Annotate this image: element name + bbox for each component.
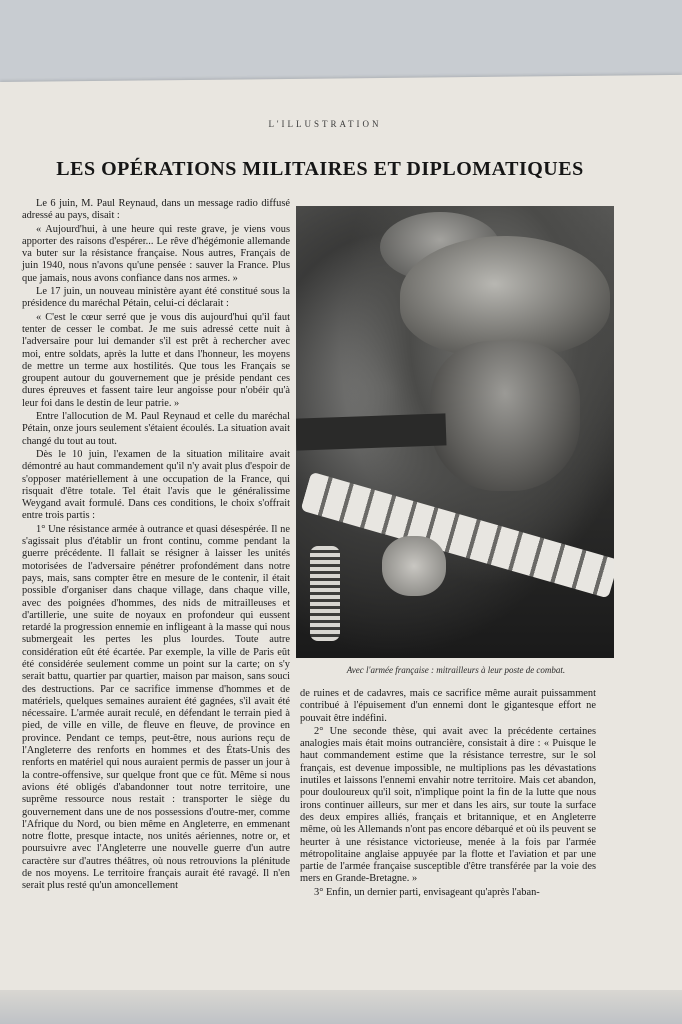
machine-gun bbox=[296, 413, 447, 450]
paragraph: 1° Une résistance armée à outrance et quasi désespérée. Il ne s'agissait plus d'établir un front continu, comme pendant la guerre précédente. Il fallait se résigner à laisser les unités motorisées de l'adversaire pénétrer profondément dans notre pays, mais, sans compter être en mesure de le contenir, il était possible d'organiser dans chaque village, dans chaque ville, avec des poignées d'hommes, des nids de mitrailleuses et d'artillerie, une suite de noyaux en profondeur qui eussent retardé la progression ennemie en infligeant à la masse qui nous submergeait les pertes les plus lourdes. Toute autre considération eût été écartée. Par exemple, la ville de Paris eût été considérée seulement comme un point sur la carte; on s'y serait battu, quartier par quartier, maison par maison, sans souci des destructions. Par ce sacrifice immense d'hommes et de matériels, quelques semaines auraient été gagnées, s'il avait été nécessaire. L'armée aurait reculé, en défendant le terrain pied à pied, de ville en ville, de fleuve en fleuve, de province en province. Pendant ce temps, peut-être, nous aurions reçu de l'Angleterre des renforts en hommes et des États-Unis des renforts en matériel qui nous auraient permis de passer un jour à la contre-offensive, sur quelque front que ce fût. Même si nous avions été obligés d'abandonner tout notre territoire, une suprême ressource nous restait : transporter le siège du gouvernement dans une de nos possessions d'outre-mer, comme l'Afrique du Nord, ou bien même en Angleterre, en emmenant notre flotte, presque intacte, nos unités aériennes, notre or, et poursuivre avec l'Angleterre une nouvelle guerre d'un autre caractère sur d'autres théâtres, où nous retrouvions la plénitude de nos moyens. Le territoire français aurait été ravagé. Il n'en serait plus resté qu'un amoncellement bbox=[22, 523, 290, 892]
paragraph: Dès le 10 juin, l'examen de la situation militaire avait démontré au haut commandement qu'il n'y avait plus d'espoir de s'opposer matériellement à une occupation de la France, qui risquait d'être totale. Tel était l'avis que le généralissime Weygand avait formulé. Dans ces conditions, le choix s'offrait entre trois partis : bbox=[22, 448, 290, 522]
paragraph: de ruines et de cadavres, mais ce sacrifice même aurait puissamment contribué à l'épuisement d'un ennemi dont le gigantesque effort ne pouvait être indéfini. bbox=[300, 688, 596, 724]
left-column bbox=[0, 198, 290, 958]
paragraph: Le 6 juin, M. Paul Reynaud, dans un message radio diffusé adressé au pays, disait : bbox=[22, 198, 290, 222]
helmet bbox=[400, 236, 610, 356]
background-top bbox=[0, 0, 682, 82]
article-title: LES OPÉRATIONS MILITAIRES ET DIPLOMATIQUES bbox=[56, 158, 584, 180]
paragraph: 2° Une seconde thèse, qui avait avec la précédente certaines analogies mais était moins outrancière, consistait à dire : « Puisque le haut commandement estime que la résistance terrestre, sur le sol français, est devenue impossible, ne multiplions pas les dévastations inutiles et laissons l'ennemi envahir notre territoire. Mais cet abandon, pour douloureux qu'il soit, n'implique point la fin de la lutte que nous irons continuer ailleurs, sur mer et dans les airs, sur toute la surface des deux empires alliés, français et britannique, et en Angleterre même, où les Allemands n'ont pas encore débarqué et où ils peuvent se heurter à une résistance victorieuse, menée à la fois par l'armée métropolitaine anglaise appuyée par la flotte et l'aviation et par une partie de l'armée française susceptible d'être transférée par la voie des mers en Grande-Bretagne. » bbox=[300, 725, 596, 885]
paragraph: Entre l'allocution de M. Paul Reynaud et celle du maréchal Pétain, onze jours seulement s'étaient écoulés. La situation avait changé du tout au tout. bbox=[22, 411, 290, 447]
page-bottom-edge bbox=[0, 990, 682, 1024]
soldier-face bbox=[430, 341, 580, 491]
ammunition-belt bbox=[300, 472, 614, 599]
paragraph: Le 17 juin, un nouveau ministère ayant été constitué sous la présidence du maréchal Pétain, celui-ci déclarait : bbox=[22, 286, 290, 310]
paragraph: 3° Enfin, un dernier parti, envisageant qu'après l'aban- bbox=[314, 886, 540, 898]
right-column bbox=[300, 688, 596, 973]
gun-spring bbox=[310, 546, 340, 641]
paragraph: « Aujourd'hui, à une heure qui reste grave, je viens vous apporter des raisons d'espérer... Le rêve d'hégémonie allemande va buter sur la résistance française. Nous autres, Français de juin 1940, nous n'avons qu'une pensée : sauver la France. Plus que jamais, nous avons confiance dans nos armes. » bbox=[22, 223, 290, 284]
page-header: L'ILLUSTRATION bbox=[268, 119, 382, 129]
paragraph: « C'est le cœur serré que je vous dis aujourd'hui qu'il faut tenter de cesser le combat. Je me suis adressé cette nuit à l'adversaire pour lui demander s'il est prêt à rechercher avec moi, entre soldats, après la lutte et dans l'honneur, les moyens de mettre un terme aux hostilités. Que tous les Français se groupent autour du gouvernement que je préside pendant ces dures épreuves et fassent taire leur angoisse pour n'obéir qu'à leur foi dans le destin de leur patrie. » bbox=[22, 311, 290, 409]
soldier-hand bbox=[382, 536, 446, 596]
photo-caption: Avec l'armée française : mitrailleurs à leur poste de combat. bbox=[346, 665, 566, 675]
soldier-photo bbox=[296, 206, 614, 658]
